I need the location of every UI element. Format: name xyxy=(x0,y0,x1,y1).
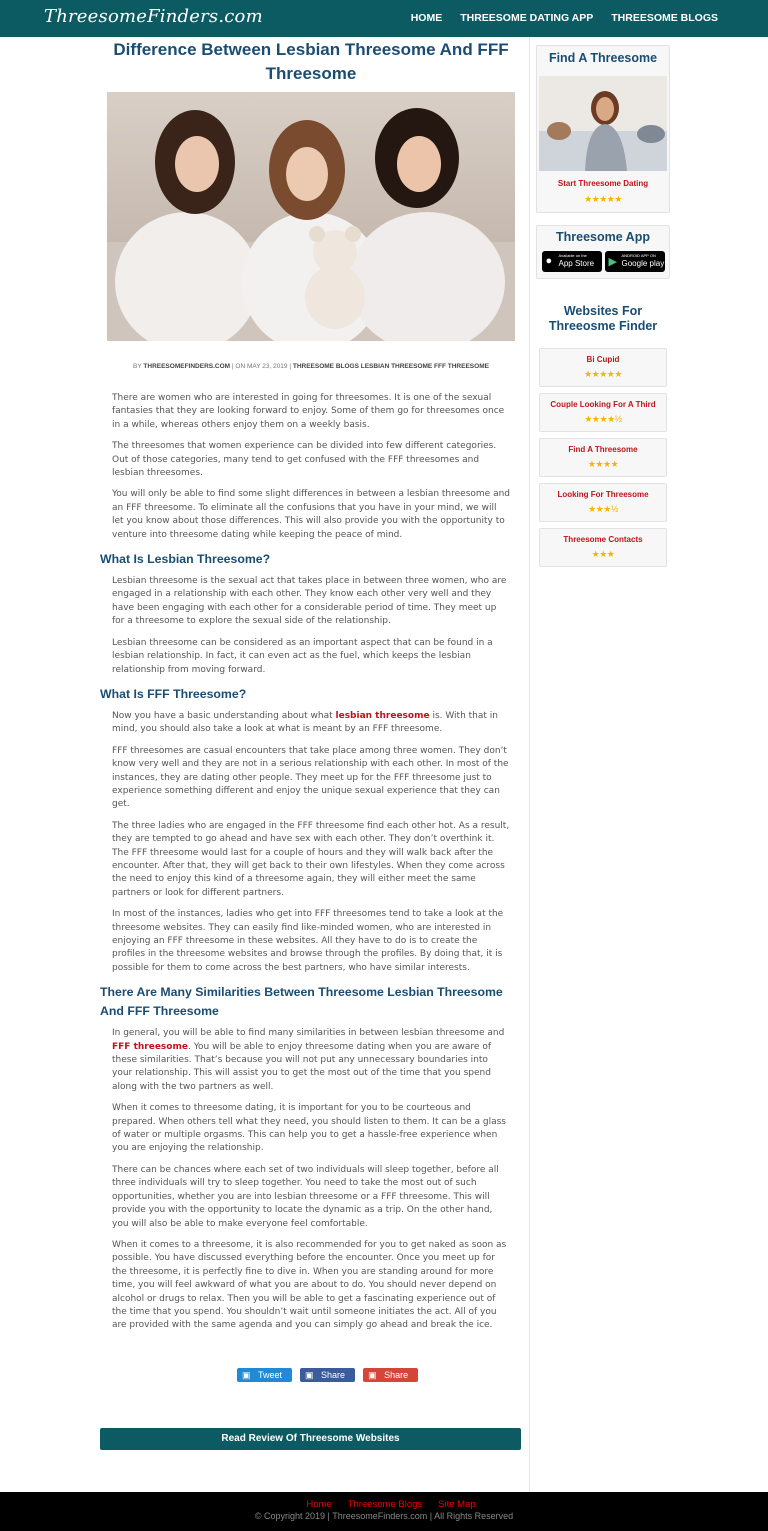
paragraph: When it comes to threesome dating, it is important for you to be courteous and prepared. When others tell what they need, you should listen to them. It can be a glass of water or multiple orgasms. This can help you to get a hassle-free experience when you are enjoying the relationship. xyxy=(112,1103,506,1154)
nav-home[interactable]: HOME xyxy=(410,12,443,24)
footer-link-site-map[interactable]: Site Map xyxy=(438,1499,476,1510)
nav-threesome-blogs[interactable]: THREESOME BLOGS xyxy=(611,12,718,24)
paragraph: There can be chances where each set of two individuals will sleep together, before all three individuals will try to sleep together. You need to take the most out of such opportunities, whether you are into lesbian threesome or a FFF threesome. This will provide you with the opportunity to locate the dynamic as a trip. On the other hand, you will also be able to make everyone feel comfortable. xyxy=(112,1164,499,1229)
rating-stars: ★★★ xyxy=(591,549,615,559)
footer xyxy=(0,1492,768,1531)
site-card-couple-looking[interactable]: Couple Looking For A Third ★★★★½ xyxy=(539,393,667,432)
fff-threesome-link[interactable]: FFF threesome xyxy=(112,1041,188,1052)
paragraph: When it comes to a threesome, it is also recommended for you to get naked as soon as possible. You have discussed everything before the encounter. Once you meet up for the threesome, it is perfectly fine to dive in. When you are standing around for more time, you will feel awkward of what you are about to do. You should never depend on alcohol or drugs to relax. Then you will be able to get a fascinating experience out of the time that you spend. You shouldn’t wait until someone initiates the act. All of you are provided with the same agenda and you can simply go ahead and break the ice. xyxy=(112,1239,507,1331)
rating-stars: ★★★★½ xyxy=(584,414,622,424)
site-card-bi-cupid[interactable]: Bi Cupid ★★★★★ xyxy=(539,348,667,387)
rating-stars: ★★★½ xyxy=(588,504,618,514)
section-heading-similarities: There Are Many Similarities Between Threesome Lesbian Threesome And FFF Threesome xyxy=(100,985,503,1019)
lesbian-threesome-link[interactable]: lesbian threesome xyxy=(335,710,430,721)
paragraph: In most of the instances, ladies who get into FFF threesomes tend to take a look at the threesome websites. They can easily find like-minded women, who are interested in enjoying an FFF threesome in these websites. All they have to do is to create the profiles in the threesome websites and browse through the profiles. By doing that, it is possible for them to come across the best partners, who have similar interests. xyxy=(112,909,504,973)
footer-link-home[interactable]: Home xyxy=(306,1499,332,1510)
nav-threesome-dating-app[interactable]: THREESOME DATING APP xyxy=(460,12,594,24)
find-threesome-title: Find A Threesome xyxy=(548,51,658,65)
facebook-share-button[interactable]: ▣ Share xyxy=(300,1368,355,1382)
site-logo[interactable]: ThreesomeFinders.com xyxy=(44,6,263,27)
google-play-badge[interactable]: ▶ ANDROID APP ON Google play xyxy=(605,251,665,272)
footer-link-threesome-blogs[interactable]: Threesome Blogs xyxy=(347,1499,423,1510)
paragraph: Lesbian threesome is the sexual act that takes place in between three women, who are engaged in a relationship with each other. They know each other very well and they have been engaging with each other for a considerable period of time. They meet up for a threesome to explore the sexual side of the relationship. xyxy=(112,576,507,627)
paragraph: FFF threesomes are casual encounters that take place among three women. They don’t know very well and they are not in a serious relationship with each other. In most of the instances, they are dating other people. They meet up for the FFF threesome just to experience something different and enjoy the unique sexual experience that they can get. xyxy=(112,745,509,810)
main-nav xyxy=(411,12,718,24)
paragraph: The three ladies who are engaged in the FFF threesome find each other hot. As a result, they are tempted to go ahead and have sex with each other. They don’t overthink it. The FFF threesome would last for a couple of hours and they will walk back after the encounter. After that, they will get back to their own lifestyles. When they come across the need to enjoy this kind of a threesome again, they will either meet the same partners or look for different partners. xyxy=(112,820,510,898)
threesome-app-widget xyxy=(536,225,670,279)
article-title: Difference Between Lesbian Threesome And FFF Threesome xyxy=(113,40,509,83)
read-review-button[interactable]: Read Review Of Threesome Websites xyxy=(100,1428,521,1450)
apple-icon: ● xyxy=(545,255,553,267)
column-divider xyxy=(529,37,530,1492)
store-badges xyxy=(537,251,669,272)
category-tags[interactable]: THREESOME BLOGS LESBIAN THREESOME FFF THREESOME xyxy=(292,363,489,370)
hero-image xyxy=(107,92,515,341)
websites-title: Websites For Threeosme Finder xyxy=(548,304,658,333)
article-body xyxy=(100,392,522,1333)
paragraph: In general, you will be able to find many similarities in between lesbian threesome and FFF threesome. You will be able to enjoy threesome dating when you are aware of these similarities. That’s because you will not put any unnecessary boundaries into your relationship. This will assist you to get the most out of the time that you spend along with the two partners as well. xyxy=(112,1028,505,1092)
post-meta: BY THREESOMEFINDERS.COM | ON MAY 23, 2019 | THREESOME BLOGS LESBIAN THREESOME FFF THREESOME xyxy=(133,363,489,370)
footer-links xyxy=(0,1492,768,1510)
rating-stars: ★★★★ xyxy=(587,459,619,469)
play-icon: ▶ xyxy=(608,256,617,268)
paragraph: There are women who are interested in going for threesomes. It is one of the sexual fantasies that they are looking forward to enjoy. Some of them go for threesomes once in a while, whereas others enjoy them on a weekly basis. xyxy=(112,393,505,430)
author-link[interactable]: THREESOMEFINDERS.COM xyxy=(143,363,231,370)
section-heading-lesbian: What Is Lesbian Threesome? xyxy=(100,552,271,567)
top-bar xyxy=(0,0,768,37)
tweet-button[interactable]: ▣ Tweet xyxy=(237,1368,292,1382)
paragraph: You will only be able to find some slight differences in between a lesbian threesome and an FFF threesome. To eliminate all the confusions that you have in your mind, we will let you know about those differences. This will also provide you with the opportunity to venture into threesome dating while keeping the peace of mind. xyxy=(112,489,511,540)
copyright: © Copyright 2019 | ThreesomeFinders.com | All Rights Reserved xyxy=(254,1511,514,1521)
hero-photo xyxy=(107,92,515,341)
paragraph: Now you have a basic understanding about what lesbian threesome is. With that in mind, you should also take a look at what is meant by an FFF threesome. xyxy=(112,710,498,735)
section-heading-fff: What Is FFF Threesome? xyxy=(100,686,247,701)
paragraph: Lesbian threesome can be considered as an important aspect that can be found in a lesbian relationship. In fact, it can even act as the fuel, which keeps the lesbian relationship from moving forward. xyxy=(112,637,493,675)
app-store-badge[interactable]: ● Available on the App Store xyxy=(542,251,602,272)
couple-in-bed-photo[interactable] xyxy=(539,76,667,171)
threesome-app-title: Threesome App xyxy=(555,230,650,244)
find-threesome-widget xyxy=(536,45,670,213)
start-threesome-dating-link[interactable]: Start Threesome Dating xyxy=(557,179,649,188)
websites-list xyxy=(536,348,670,567)
site-card-find-a-threesome[interactable]: Find A Threesome ★★★★ xyxy=(539,438,667,477)
rating-stars: ★★★★★ xyxy=(584,369,622,379)
share-buttons xyxy=(237,1368,418,1382)
rating-stars: ★★★★★ xyxy=(584,194,622,204)
google-share-button[interactable]: ▣ Share xyxy=(363,1368,418,1382)
site-card-threesome-contacts[interactable]: Threesome Contacts ★★★ xyxy=(539,528,667,567)
article xyxy=(100,38,522,1444)
paragraph: The threesomes that women experience can be divided into few different categories. Out of those categories, many tend to get confused with the FFF threesomes and lesbian threesomes. xyxy=(112,441,497,479)
site-card-looking-for-threesome[interactable]: Looking For Threesome ★★★½ xyxy=(539,483,667,522)
sidebar xyxy=(536,45,670,573)
